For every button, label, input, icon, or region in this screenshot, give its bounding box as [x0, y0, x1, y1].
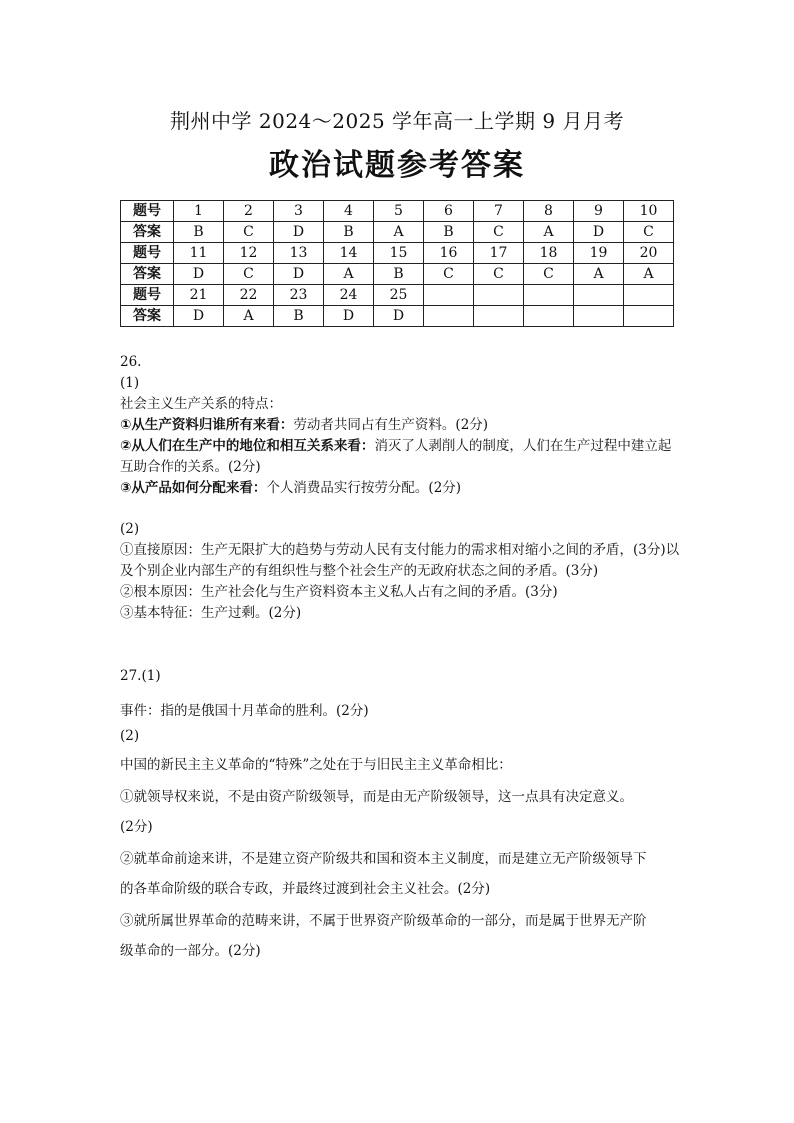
question-number-cell	[524, 285, 574, 306]
answer-cell: C	[224, 264, 274, 285]
question-number-cell: 16	[424, 243, 474, 264]
q26-part1-label: (1)	[120, 375, 140, 391]
question-number-label: 题号	[121, 285, 174, 306]
q26-part1-intro: 社会主义生产关系的特点：	[120, 396, 282, 412]
q27-item1-score: (2分)	[120, 819, 153, 835]
question-number-row	[121, 285, 674, 306]
answer-cell	[524, 306, 574, 327]
answer-row	[121, 264, 674, 285]
question-number-cell: 1	[174, 201, 224, 222]
answer-cell: D	[374, 306, 424, 327]
q27-item2-line2: 的各革命阶级的联合专政，并最终过渡到社会主义社会。(2分)	[120, 881, 491, 897]
q26-part1-item1	[120, 415, 680, 436]
question-number-cell: 19	[574, 243, 624, 264]
question-number-cell: 3	[274, 201, 324, 222]
q26-item2-text: 消灭了人剥削人的制度，人们在生产过程中建立起互助合作的关系。(2分)	[120, 438, 672, 475]
answer-cell: B	[274, 306, 324, 327]
question-number-cell: 17	[474, 243, 524, 264]
question-number-cell: 12	[224, 243, 274, 264]
answer-cell: C	[474, 222, 524, 243]
question-number-cell: 25	[374, 285, 424, 306]
q26-part2-label: (2)	[120, 521, 140, 537]
answer-cell: D	[174, 306, 224, 327]
question-number-row	[121, 243, 674, 264]
answer-cell: D	[324, 306, 374, 327]
answer-cell: A	[224, 306, 274, 327]
question-number-cell: 8	[524, 201, 574, 222]
q26-item1-lead: ①从生产资料归谁所有来看：	[120, 417, 294, 433]
answer-cell: C	[624, 222, 674, 243]
q26-item2-lead: ②从人们在生产中的地位和相互关系来看：	[120, 438, 375, 454]
question-number-cell	[424, 285, 474, 306]
answer-cell: A	[624, 264, 674, 285]
exam-subtitle: 荆州中学 2024～2025 学年高一上学期 9 月月考	[170, 109, 624, 133]
q26-item3-text: 个人消费品实行按劳分配。(2分)	[266, 480, 462, 496]
q26-number: 26.	[120, 354, 142, 370]
q26-part2-item2: ②根本原因：生产社会化与生产资料资本主义私人占有之间的矛盾。(3分)	[120, 584, 558, 600]
question-number-cell: 10	[624, 201, 674, 222]
q26-item1-text: 劳动者共同占有生产资料。(2分)	[293, 417, 489, 433]
question-number-cell	[624, 285, 674, 306]
q27-item1: ①就领导权来说，不是由资产阶级领导，而是由无产阶级领导，这一点具有决定意义。	[120, 789, 633, 805]
q27-heading: 27.(1)	[120, 668, 161, 684]
answer-cell: A	[524, 222, 574, 243]
question-number-cell: 13	[274, 243, 324, 264]
q26-part2-item1: ①直接原因：生产无限扩大的趋势与劳动人民有支付能力的需求相对缩小之间的矛盾，(3分)以及个别企业内部生产的有组织性与整个社会生产的无政府状态之间的矛盾。(3分)	[120, 542, 680, 579]
answer-cell: D	[574, 222, 624, 243]
answer-row	[121, 222, 674, 243]
question-number-cell: 2	[224, 201, 274, 222]
q27-event: 事件：指的是俄国十月革命的胜利。(2分)	[120, 703, 369, 719]
q27-part2-label: (2)	[120, 728, 140, 744]
question-number-cell	[474, 285, 524, 306]
q27-item2-line1: ②就革命前途来讲，不是建立资产阶级共和国和资本主义制度，而是建立无产阶级领导下	[120, 851, 647, 867]
question-number-cell	[574, 285, 624, 306]
answer-cell: C	[424, 264, 474, 285]
answer-cell	[574, 306, 624, 327]
question-26	[120, 352, 680, 624]
answer-cell: B	[174, 222, 224, 243]
answer-cell: C	[224, 222, 274, 243]
answer-cell: A	[324, 264, 374, 285]
answer-cell: C	[474, 264, 524, 285]
question-number-cell: 21	[174, 285, 224, 306]
q27-intro: 中国的新民主主义革命的“特殊”之处在于与旧民主主义革命相比：	[120, 757, 512, 773]
answer-table	[120, 200, 674, 327]
question-number-cell: 7	[474, 201, 524, 222]
answer-cell: B	[324, 222, 374, 243]
answer-cell: A	[374, 222, 424, 243]
page-title: 政治试题参考答案	[269, 148, 525, 183]
question-number-cell: 22	[224, 285, 274, 306]
question-number-cell: 23	[274, 285, 324, 306]
q27-item3-line1: ③就所属世界革命的范畴来讲，不属于世界资产阶级革命的一部分，而是属于世界无产阶	[120, 913, 647, 929]
q27-item3-line2: 级革命的一部分。(2分)	[120, 943, 261, 959]
question-number-cell: 15	[374, 243, 424, 264]
answer-cell: A	[574, 264, 624, 285]
answer-label: 答案	[121, 222, 174, 243]
q26-part1-item2	[120, 436, 680, 478]
answer-cell: B	[424, 222, 474, 243]
question-number-cell: 5	[374, 201, 424, 222]
question-number-label: 题号	[121, 201, 174, 222]
question-number-row	[121, 201, 674, 222]
answer-row	[121, 306, 674, 327]
q26-part1-item3	[120, 478, 680, 499]
question-number-cell: 20	[624, 243, 674, 264]
answer-cell: D	[274, 264, 324, 285]
answer-label: 答案	[121, 306, 174, 327]
question-number-label: 题号	[121, 243, 174, 264]
q26-part2-item3: ③基本特征：生产过剩。(2分)	[120, 605, 302, 621]
answer-cell	[624, 306, 674, 327]
answer-cell: D	[274, 222, 324, 243]
question-number-cell: 6	[424, 201, 474, 222]
question-number-cell: 14	[324, 243, 374, 264]
answer-cell	[424, 306, 474, 327]
question-number-cell: 11	[174, 243, 224, 264]
answer-cell	[474, 306, 524, 327]
answer-cell: D	[174, 264, 224, 285]
question-number-cell: 9	[574, 201, 624, 222]
question-number-cell: 18	[524, 243, 574, 264]
q26-item3-lead: ③从产品如何分配来看：	[120, 480, 267, 496]
question-number-cell: 4	[324, 201, 374, 222]
question-number-cell: 24	[324, 285, 374, 306]
answer-label: 答案	[121, 264, 174, 285]
answer-cell: C	[524, 264, 574, 285]
answer-cell: B	[374, 264, 424, 285]
